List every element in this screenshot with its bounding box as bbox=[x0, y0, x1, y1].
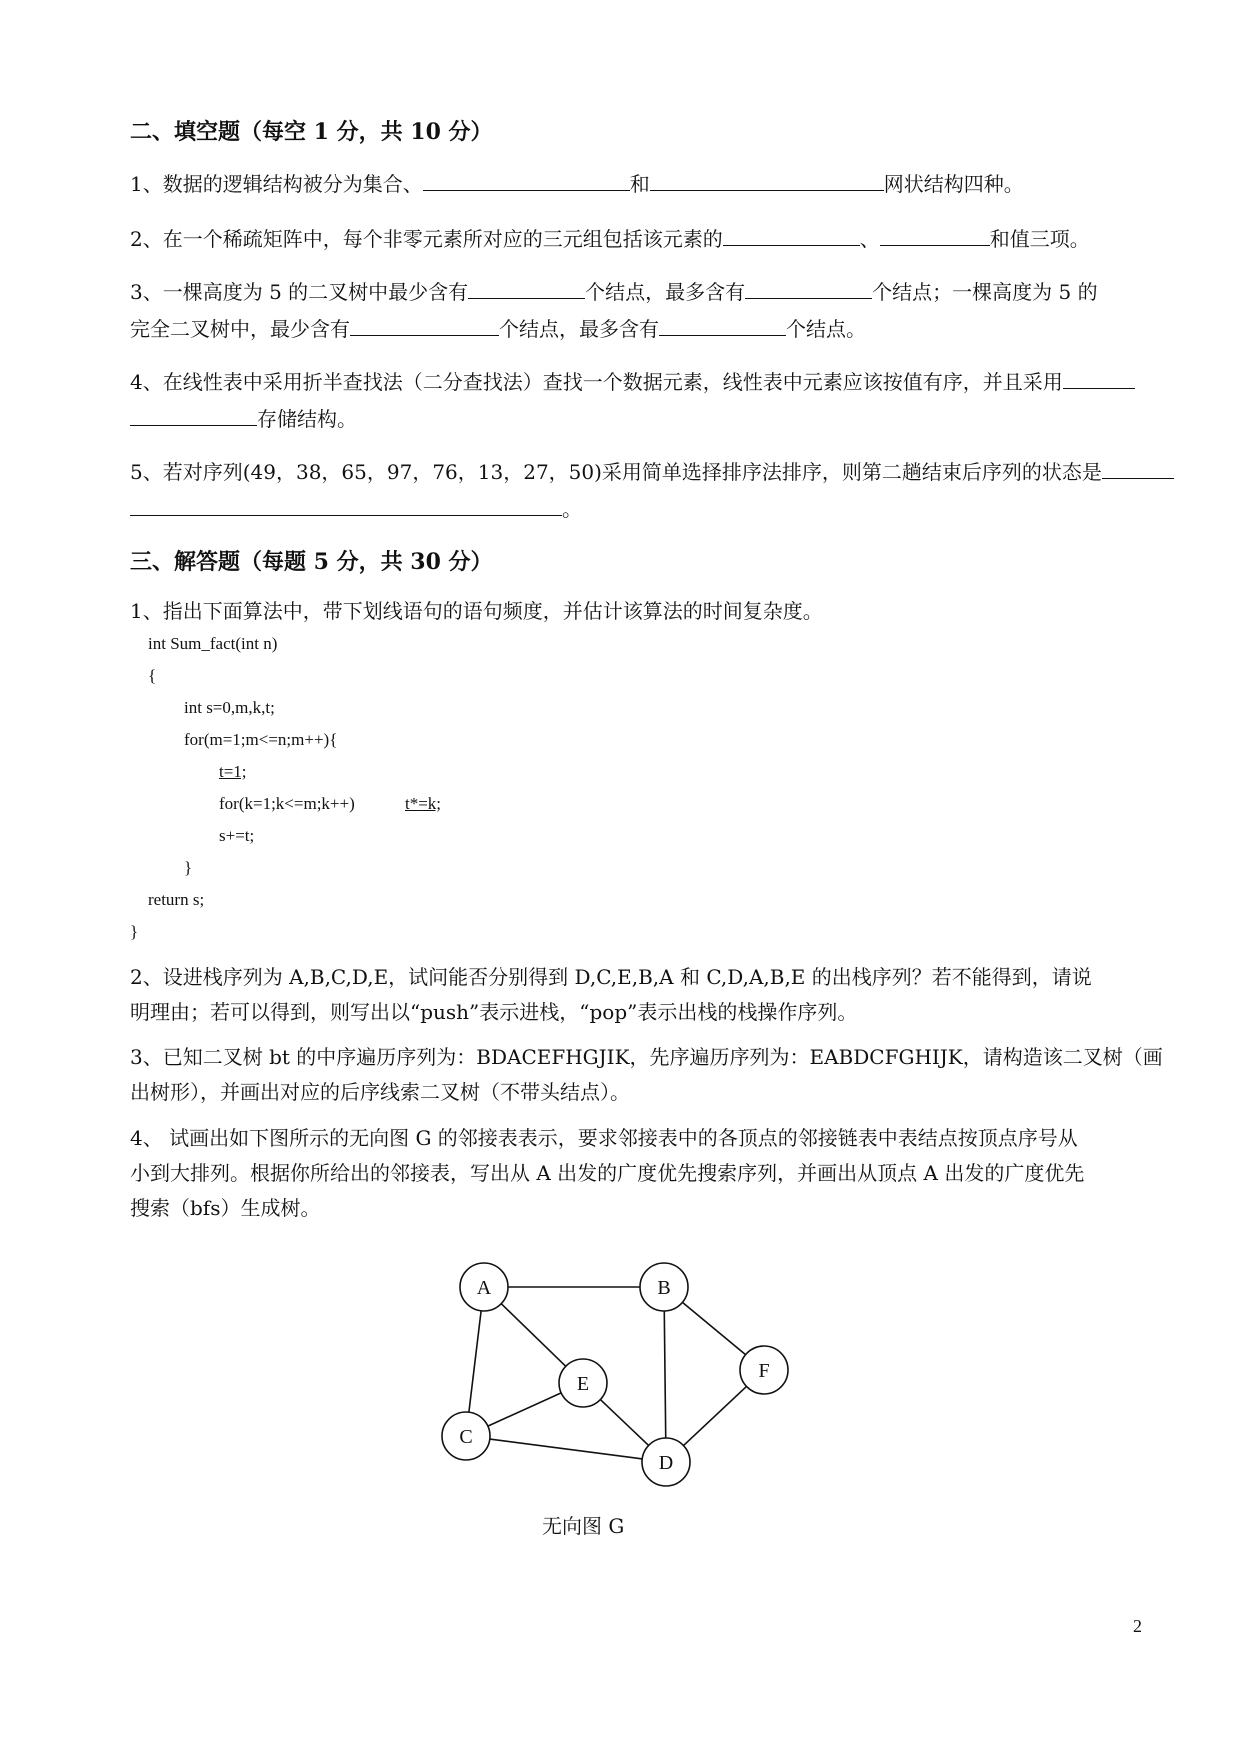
section2-heading: 二、填空题（每空 1 分，共 10 分） bbox=[130, 119, 493, 145]
code-line: { bbox=[148, 666, 157, 685]
q2-1-text-c: 网状结构四种。 bbox=[883, 172, 1024, 196]
q2-3-text-c: 个结点；一棵高度为 5 的 bbox=[872, 280, 1098, 304]
question-3-4-line1: 4、 试画出如下图所示的无向图 G 的邻接表表示，要求邻接表中的各顶点的邻接链表中表结点按顶点序号从 bbox=[130, 1126, 1078, 1150]
graph-edge-A-C bbox=[469, 1311, 481, 1412]
graph-node-D bbox=[642, 1438, 690, 1486]
graph-node-A bbox=[460, 1263, 508, 1311]
q2-5-text-b: 。 bbox=[562, 497, 582, 521]
graph-node-F bbox=[740, 1346, 788, 1394]
code-line-underlined: t=1; bbox=[219, 762, 247, 781]
q2-1-text-b: 和 bbox=[629, 172, 650, 196]
q2-1-text-a: 1、数据的逻辑结构被分为集合、 bbox=[130, 172, 423, 196]
code-line: } bbox=[184, 858, 193, 877]
q2-3-text-e: 个结点，最多含有 bbox=[499, 317, 659, 341]
graph-node-C bbox=[442, 1412, 490, 1460]
question-3-4-line2: 小到大排列。根据你所给出的邻接表，写出从 A 出发的广度优先搜索序列，并画出从顶点 A 出发的广度优先 bbox=[130, 1161, 1085, 1185]
q2-4-text-b: 存储结构。 bbox=[257, 407, 357, 431]
q2-4-text-a: 4、在线性表中采用折半查找法（二分查找法）查找一个数据元素，线性表中元素应该按值有序，并且采用 bbox=[130, 370, 1063, 394]
q2-5-text-a: 5、若对序列(49，38，65，97，76，13，27，50)采用简单选择排序法排序，则第二趟结束后序列的状态是 bbox=[130, 460, 1102, 484]
question-3-3-line1: 3、已知二叉树 bt 的中序遍历序列为：BDACEFHGJIK，先序遍历序列为：EABDCFGHIJK，请构造该二叉树（画 bbox=[130, 1045, 1163, 1069]
code-line: return s; bbox=[148, 890, 205, 909]
q2-3-text-a: 3、一棵高度为 5 的二叉树中最少含有 bbox=[130, 280, 469, 304]
code-line: int s=0,m,k,t; bbox=[184, 698, 275, 717]
q2-2-text-a: 2、在一个稀疏矩阵中，每个非零元素所对应的三元组包括该元素的 bbox=[130, 227, 723, 251]
question-3-2-line2: 明理由；若可以得到，则写出以“push”表示进栈，“pop”表示出栈的栈操作序列。 bbox=[130, 1000, 858, 1024]
question-3-4-line3: 搜索（bfs）生成树。 bbox=[130, 1196, 321, 1220]
graph-edge-C-D bbox=[490, 1439, 642, 1459]
graph-node-label: A bbox=[476, 1277, 492, 1299]
graph-node-B bbox=[640, 1263, 688, 1311]
graph-node-label: B bbox=[657, 1277, 671, 1299]
question-3-1: 1、指出下面算法中，带下划线语句的语句频度，并估计该算法的时间复杂度。 bbox=[130, 599, 823, 623]
code-line: int Sum_fact(int n) bbox=[148, 634, 278, 653]
question-3-3-line2: 出树形），并画出对应的后序线索二叉树（不带头结点）。 bbox=[130, 1080, 630, 1104]
page-number: 2 bbox=[1133, 1616, 1142, 1636]
code-line: for(m=1;m<=n;m++){ bbox=[184, 730, 338, 749]
question-3-2-line1: 2、设进栈序列为 A,B,C,D,E，试问能否分别得到 D,C,E,B,A 和 C,D,A,B,E 的出栈序列？若不能得到，请说 bbox=[130, 965, 1092, 989]
graph-node-label: C bbox=[459, 1426, 473, 1448]
code-line: s+=t; bbox=[219, 826, 255, 845]
code-line: for(k=1;k<=m;k++) bbox=[219, 794, 355, 813]
graph-edge-E-C bbox=[488, 1393, 561, 1426]
graph-node-label: E bbox=[576, 1373, 590, 1395]
q2-2-text-c: 和值三项。 bbox=[989, 227, 1090, 251]
code-line: } bbox=[130, 922, 139, 941]
q2-3-text-f: 个结点。 bbox=[786, 317, 866, 341]
code-line-underlined: t*=k; bbox=[405, 794, 442, 813]
graph-caption: 无向图 G bbox=[542, 1514, 625, 1538]
section3-heading: 三、解答题（每题 5 分，共 30 分） bbox=[130, 549, 493, 575]
graph-edge-A-E bbox=[501, 1304, 566, 1367]
q2-3-text-d: 完全二叉树中，最少含有 bbox=[130, 317, 350, 341]
graph-edge-B-F bbox=[682, 1302, 745, 1354]
q2-2-text-b: 、 bbox=[859, 227, 880, 251]
q2-3-text-b: 个结点，最多含有 bbox=[585, 280, 746, 304]
graph-edge-E-D bbox=[600, 1400, 648, 1446]
graph-node-label: F bbox=[758, 1360, 770, 1382]
graph-node-E bbox=[559, 1359, 607, 1407]
graph-edge-B-D bbox=[664, 1311, 665, 1438]
graph-node-label: D bbox=[658, 1452, 674, 1474]
graph-edge-D-F bbox=[683, 1386, 746, 1445]
